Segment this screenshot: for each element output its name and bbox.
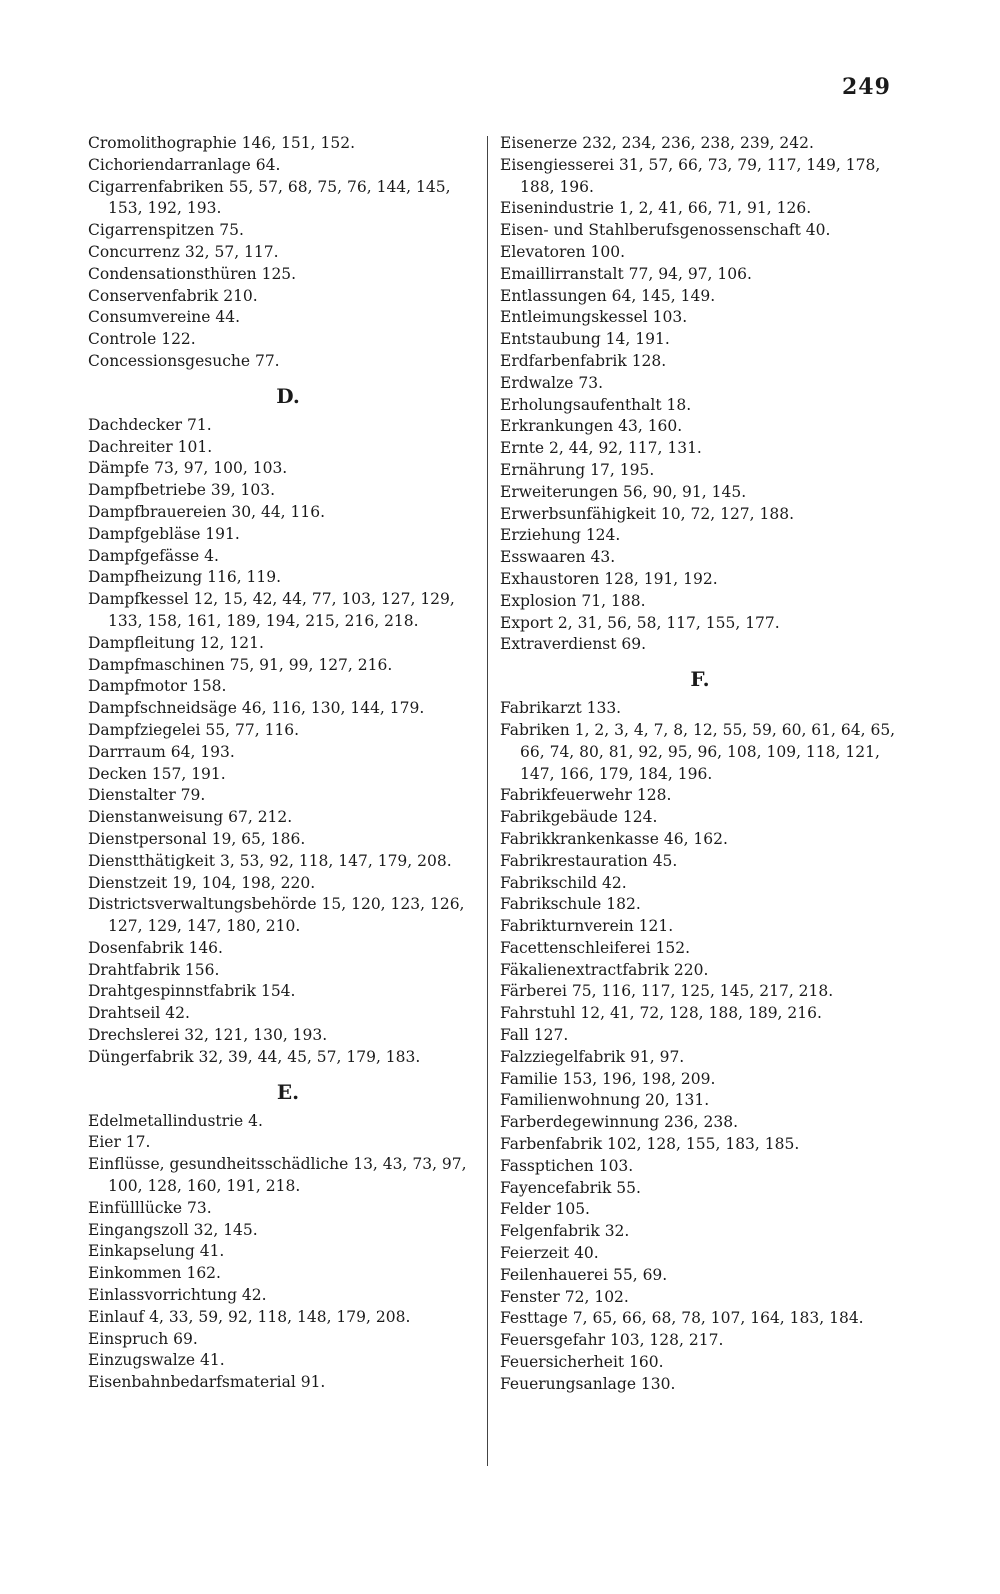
index-entry: Fabrikkrankenkasse 46, 162. bbox=[500, 829, 728, 848]
index-entry: Fassptichen 103. bbox=[500, 1156, 634, 1175]
index-entry: Erweiterungen 56, 90, 91, 145. bbox=[500, 482, 747, 501]
index-entry: Dampfleitung 12, 121. bbox=[88, 633, 264, 652]
index-entry: Ernährung 17, 195. bbox=[500, 460, 655, 479]
index-entry: Eisenbahnbedarfsmaterial 91. bbox=[88, 1373, 326, 1392]
index-entry: Concessionsgesuche 77. bbox=[88, 351, 280, 370]
index-entry: Eisenindustrie 1, 2, 41, 66, 71, 91, 126. bbox=[500, 199, 812, 218]
section-letter: D. bbox=[276, 383, 300, 408]
index-entry: Controle 122. bbox=[88, 330, 196, 349]
index-entry: Fabrikschild 42. bbox=[500, 873, 627, 892]
index-entry: Explosion 71, 188. bbox=[500, 591, 646, 610]
index-entry: Erholungsaufenthalt 18. bbox=[500, 395, 692, 414]
index-entry: Einzugswalze 41. bbox=[88, 1351, 225, 1370]
index-entry: Eisengiesserei 31, 57, 66, 73, 79, 117, 149, 178, 188, 196. bbox=[500, 155, 881, 196]
index-entry: Einspruch 69. bbox=[88, 1329, 198, 1348]
page-number: 249 bbox=[842, 74, 891, 100]
index-entry: Export 2, 31, 56, 58, 117, 155, 177. bbox=[500, 613, 780, 632]
index-entry: Dampfgebläse 191. bbox=[88, 524, 240, 543]
index-entry: Dampfheizung 116, 119. bbox=[88, 568, 282, 587]
index-entry: Feuersicherheit 160. bbox=[500, 1353, 664, 1372]
index-entry: Entleimungskessel 103. bbox=[500, 308, 688, 327]
index-entry: Einlauf 4, 33, 59, 92, 118, 148, 179, 208. bbox=[88, 1307, 411, 1326]
index-entry: Cigarrenfabriken 55, 57, 68, 75, 76, 144, 145, 153, 192, 193. bbox=[88, 177, 451, 218]
index-entry: Dienstzeit 19, 104, 198, 220. bbox=[88, 873, 316, 892]
index-entry: Fabrikrestauration 45. bbox=[500, 851, 678, 870]
index-entry: Conservenfabrik 210. bbox=[88, 286, 258, 305]
index-entry: Fabrikfeuerwehr 128. bbox=[500, 786, 672, 805]
index-entry: Darrraum 64, 193. bbox=[88, 742, 235, 761]
section-letter: F. bbox=[690, 667, 710, 692]
index-entry: Cigarrenspitzen 75. bbox=[88, 221, 244, 240]
index-entry: Esswaaren 43. bbox=[500, 548, 616, 567]
index-entry: Dienstalter 79. bbox=[88, 786, 206, 805]
index-entry: Drahtgespinnstfabrik 154. bbox=[88, 982, 296, 1001]
index-entry: Feierzeit 40. bbox=[500, 1244, 599, 1263]
index-entry: Drahtfabrik 156. bbox=[88, 960, 220, 979]
index-entry: Fabrikgebäude 124. bbox=[500, 808, 658, 827]
index-entry: Eingangszoll 32, 145. bbox=[88, 1220, 258, 1239]
index-entry: Fahrstuhl 12, 41, 72, 128, 188, 189, 216. bbox=[500, 1004, 822, 1023]
index-entry: Extraverdienst 69. bbox=[500, 635, 647, 654]
index-entry: Drahtseil 42. bbox=[88, 1004, 190, 1023]
index-entry: Dampfgefässe 4. bbox=[88, 546, 219, 565]
index-entry: Districtsverwaltungsbehörde 15, 120, 123, 126, 127, 129, 147, 180, 210. bbox=[88, 895, 465, 936]
index-entry: Falzziegelfabrik 91, 97. bbox=[500, 1047, 685, 1066]
index-entry: Facettenschleiferei 152. bbox=[500, 938, 691, 957]
index-entry: Fall 127. bbox=[500, 1026, 569, 1045]
index-entry: Einkommen 162. bbox=[88, 1264, 221, 1283]
index-entry: Erziehung 124. bbox=[500, 526, 621, 545]
index-entry: Familie 153, 196, 198, 209. bbox=[500, 1069, 716, 1088]
index-entry: Edelmetallindustrie 4. bbox=[88, 1111, 263, 1130]
index-entry: Feuersgefahr 103, 128, 217. bbox=[500, 1331, 724, 1350]
index-entry: Fäkalienextractfabrik 220. bbox=[500, 960, 709, 979]
index-entry: Fabriken 1, 2, 3, 4, 7, 8, 12, 55, 59, 60, 61, 64, 65, 66, 74, 80, 81, 92, 95, 96, 108, 109, 118, 121, 147, 166, 179, 184, 196. bbox=[500, 720, 896, 783]
index-entry: Exhaustoren 128, 191, 192. bbox=[500, 569, 718, 588]
index-entry: Dampfmaschinen 75, 91, 99, 127, 216. bbox=[88, 655, 393, 674]
index-entry: Erdwalze 73. bbox=[500, 373, 604, 392]
index-entry: Felder 105. bbox=[500, 1200, 590, 1219]
index-entry: Dampfmotor 158. bbox=[88, 677, 227, 696]
index-entry: Eisen- und Stahlberufsgenossenschaft 40. bbox=[500, 221, 831, 240]
index-entry: Dampfkessel 12, 15, 42, 44, 77, 103, 127, 129, 133, 158, 161, 189, 194, 215, 216, 218. bbox=[88, 590, 455, 630]
index-entry: Fayencefabrik 55. bbox=[500, 1178, 641, 1197]
index-entry: Consumvereine 44. bbox=[88, 308, 241, 327]
index-entry: Dampfschneidsäge 46, 116, 130, 144, 179. bbox=[88, 699, 425, 718]
index-entry: Einlassvorrichtung 42. bbox=[88, 1286, 267, 1305]
index-entry: Dampfbrauereien 30, 44, 116. bbox=[88, 502, 326, 521]
index-entry: Drechslerei 32, 121, 130, 193. bbox=[88, 1026, 328, 1045]
index-entry: Emaillirranstalt 77, 94, 97, 106. bbox=[500, 264, 752, 283]
index-entry: Farbenfabrik 102, 128, 155, 183, 185. bbox=[500, 1135, 800, 1154]
index-entry: Concurrenz 32, 57, 117. bbox=[88, 242, 279, 261]
index-entry: Festtage 7, 65, 66, 68, 78, 107, 164, 183, 184. bbox=[500, 1309, 864, 1328]
index-entry: Dampfbetriebe 39, 103. bbox=[88, 481, 275, 500]
index-entry: Farberdegewinnung 236, 238. bbox=[500, 1113, 739, 1132]
index-entry: Entlassungen 64, 145, 149. bbox=[500, 286, 716, 305]
index-entry: Cromolithographie 146, 151, 152. bbox=[88, 134, 356, 152]
index-entry: Dienstpersonal 19, 65, 186. bbox=[88, 829, 306, 848]
index-entry: Familienwohnung 20, 131. bbox=[500, 1091, 710, 1110]
index-entry: Fabrikschule 182. bbox=[500, 895, 641, 914]
index-entry: Elevatoren 100. bbox=[500, 242, 626, 261]
index-entry: Felgenfabrik 32. bbox=[500, 1222, 630, 1241]
index-column-right bbox=[500, 133, 900, 1396]
index-entry: Dachreiter 101. bbox=[88, 437, 213, 456]
index-entry: Dampfziegelei 55, 77, 116. bbox=[88, 720, 300, 739]
index-entry: Eier 17. bbox=[88, 1133, 151, 1152]
index-entry: Dosenfabrik 146. bbox=[88, 938, 223, 957]
index-entry: Dämpfe 73, 97, 100, 103. bbox=[88, 459, 288, 478]
index-column-left bbox=[88, 133, 488, 1394]
index-entry: Erkrankungen 43, 160. bbox=[500, 417, 683, 436]
index-entry: Condensationsthüren 125. bbox=[88, 264, 297, 283]
index-entry: Ernte 2, 44, 92, 117, 131. bbox=[500, 439, 702, 458]
section-letter: E. bbox=[276, 1079, 300, 1104]
index-entry: Einflüsse, gesundheitsschädliche 13, 43, 73, 97, 100, 128, 160, 191, 218. bbox=[88, 1155, 467, 1196]
index-entry: Fabrikturnverein 121. bbox=[500, 917, 674, 936]
index-entry: Dienstanweisung 67, 212. bbox=[88, 808, 293, 827]
index-entry: Fenster 72, 102. bbox=[500, 1287, 629, 1306]
index-entry: Färberei 75, 116, 117, 125, 145, 217, 218. bbox=[500, 982, 834, 1001]
index-entry: Feuerungsanlage 130. bbox=[500, 1374, 676, 1393]
index-entry: Entstaubung 14, 191. bbox=[500, 330, 670, 349]
index-entry: Feilenhauerei 55, 69. bbox=[500, 1265, 668, 1284]
index-entry: Fabrikarzt 133. bbox=[500, 699, 622, 718]
index-entry: Dienstthätigkeit 3, 53, 92, 118, 147, 179, 208. bbox=[88, 851, 452, 870]
index-entry: Eisenerze 232, 234, 236, 238, 239, 242. bbox=[500, 134, 814, 152]
index-entry: Dachdecker 71. bbox=[88, 415, 212, 434]
index-entry: Erwerbsunfähigkeit 10, 72, 127, 188. bbox=[500, 504, 795, 523]
index-entry: Düngerfabrik 32, 39, 44, 45, 57, 179, 183. bbox=[88, 1047, 421, 1066]
index-entry: Erdfarbenfabrik 128. bbox=[500, 351, 667, 370]
index-entry: Cichoriendarranlage 64. bbox=[88, 155, 281, 174]
index-entry: Einkapselung 41. bbox=[88, 1242, 225, 1261]
index-entry: Einfülllücke 73. bbox=[88, 1198, 212, 1217]
index-entry: Decken 157, 191. bbox=[88, 764, 226, 783]
column-divider bbox=[487, 136, 488, 1466]
